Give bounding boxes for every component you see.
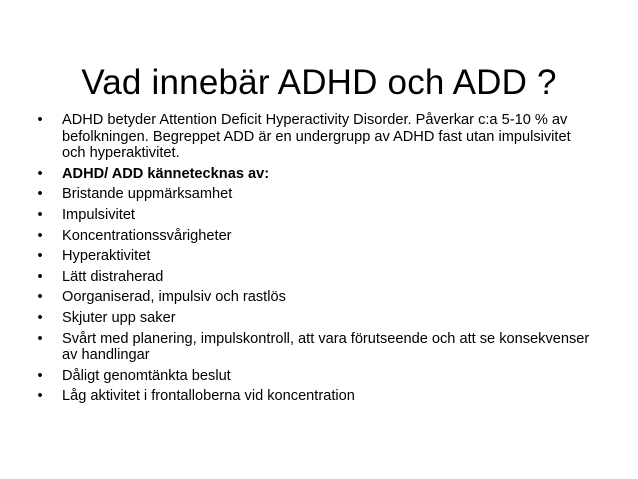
- bullet-item: [32, 186, 592, 203]
- slide-title: Vad innebär ADHD och ADD ?: [81, 63, 557, 103]
- bullet-icon: •: [37, 206, 43, 223]
- bullet-item: [32, 248, 592, 265]
- bullet-icon: •: [37, 367, 43, 384]
- bullet-text: Hyperaktivitet: [62, 248, 151, 265]
- bullet-text: Lätt distraherad: [62, 268, 164, 285]
- bullet-icon: •: [37, 268, 43, 285]
- bullet-item: [32, 289, 592, 306]
- bullet-icon: •: [37, 388, 43, 405]
- bullet-icon: •: [37, 289, 43, 306]
- bullet-item: [32, 269, 592, 286]
- bullet-icon: •: [37, 112, 43, 128]
- bullet-icon: •: [37, 330, 43, 347]
- bullet-item: [32, 207, 592, 224]
- bullet-item: [32, 166, 592, 183]
- bullet-item: [32, 228, 592, 245]
- bullet-text: Skjuter upp saker: [62, 309, 176, 326]
- bullet-icon: •: [37, 165, 43, 182]
- bullet-text: Låg aktivitet i frontalloberna vid koncentration: [62, 388, 355, 405]
- bullet-item: [32, 112, 592, 162]
- bullet-item: [32, 310, 592, 327]
- bullet-text: Svårt med planering, impulskontroll, att vara förutseende och att se konsekvenser av handlingar: [62, 330, 590, 364]
- bullet-text: Oorganiserad, impulsiv och rastlös: [62, 289, 286, 306]
- bullet-text: Dåligt genomtänkta beslut: [62, 367, 231, 384]
- bullet-icon: •: [37, 248, 43, 265]
- bullet-text: ADHD betyder Attention Deficit Hyperactivity Disorder. Påverkar c:a 5-10 % av befolkningen. Begreppet ADD är en undergrupp av ADHD fast utan impulsivitet och hyperaktivitet.: [62, 112, 571, 162]
- bullet-item: [32, 388, 592, 405]
- bullet-text: Koncentrationssvårigheter: [62, 227, 232, 244]
- bullet-item: [32, 368, 592, 385]
- bullet-text: ADHD/ ADD kännetecknas av:: [62, 165, 270, 182]
- bullet-icon: •: [37, 227, 43, 244]
- bullet-icon: •: [37, 186, 43, 203]
- bullet-icon: •: [37, 309, 43, 326]
- bullet-text: Impulsivitet: [62, 206, 135, 223]
- bullet-item: [32, 331, 592, 364]
- bullet-text: Bristande uppmärksamhet: [62, 186, 233, 203]
- bullet-list: [32, 112, 592, 409]
